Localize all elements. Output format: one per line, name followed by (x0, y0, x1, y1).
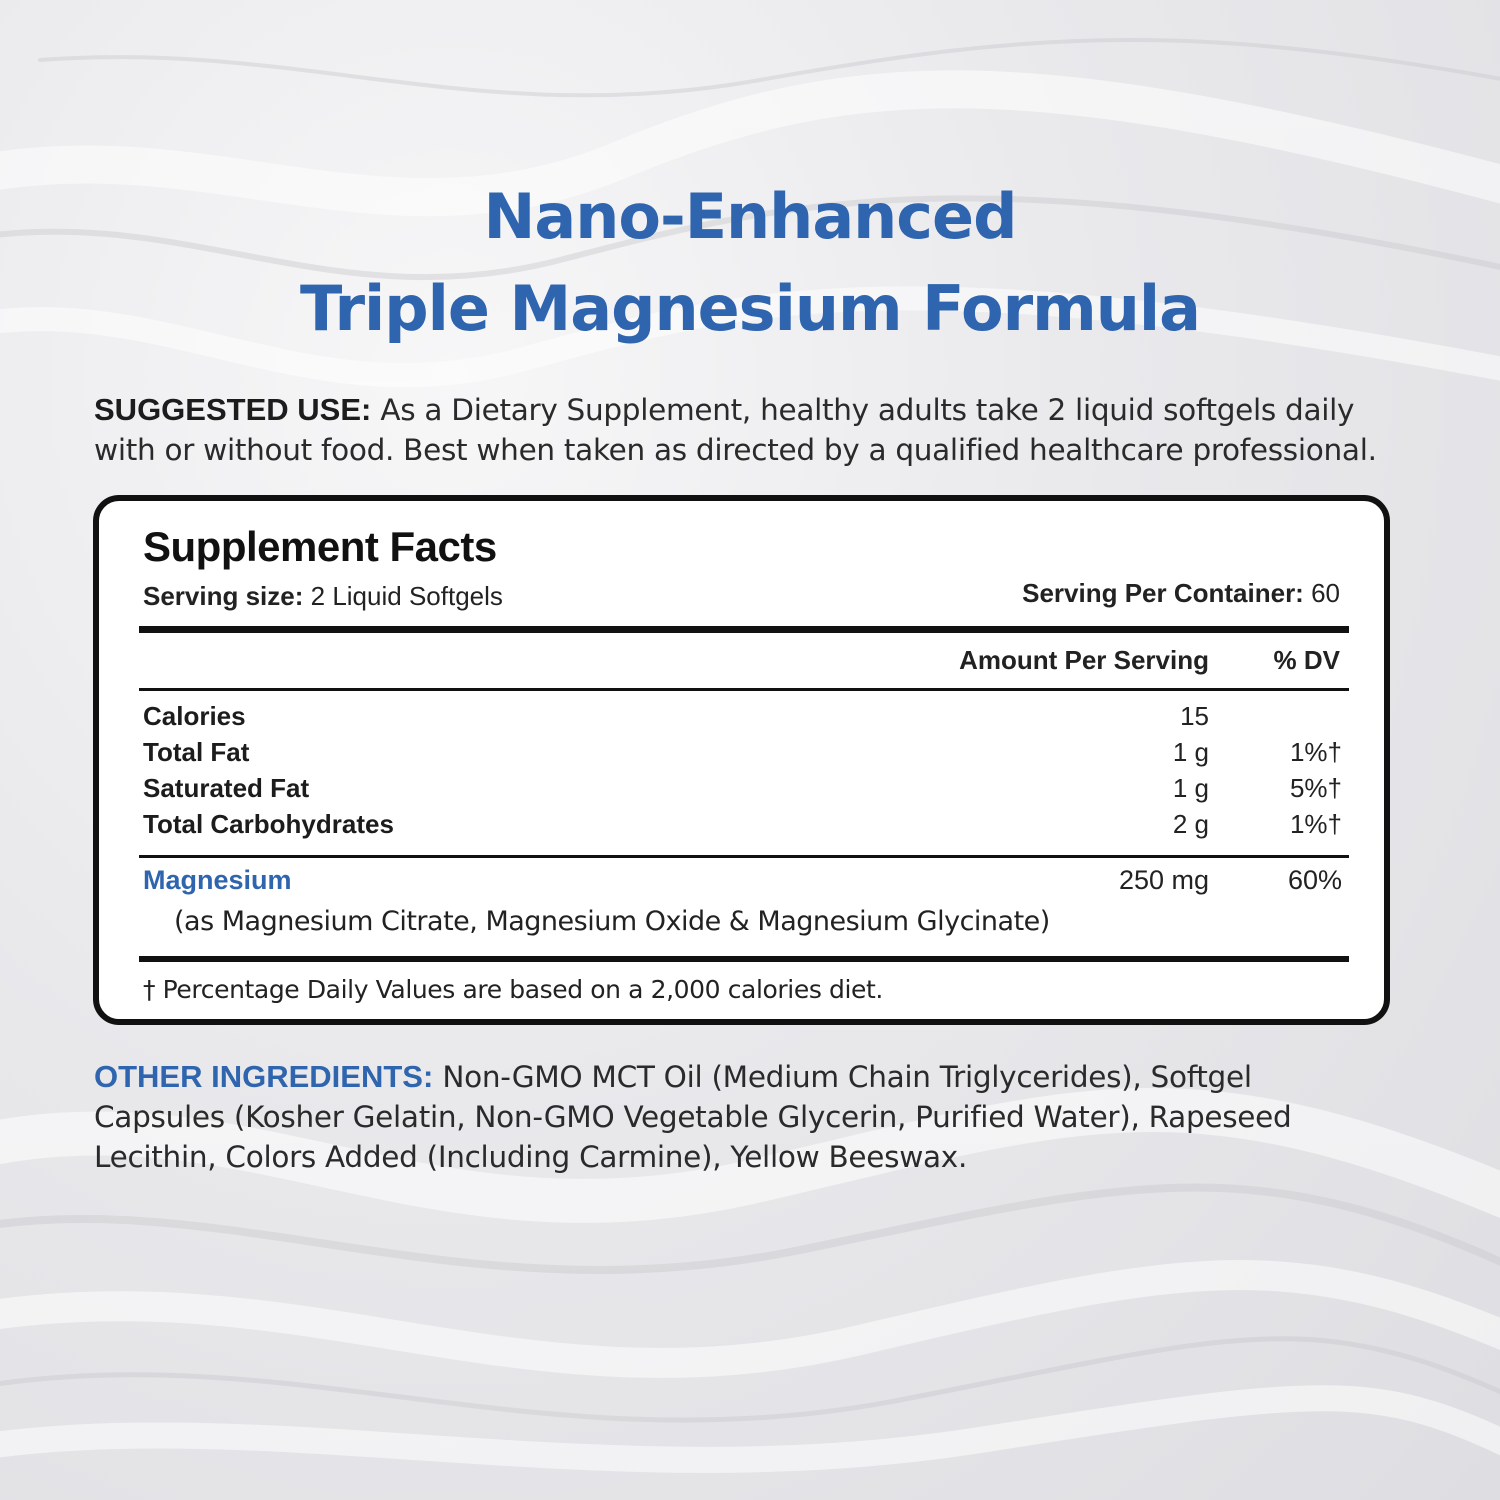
table-row (99, 701, 1384, 737)
nutrient-amount: 15 (1180, 701, 1209, 731)
servings-label: Serving Per Container: (1022, 578, 1304, 608)
divider-thick (139, 956, 1349, 962)
serving-size-value: 2 Liquid Softgels (310, 581, 503, 611)
nutrient-amount: 1 g (1172, 773, 1209, 803)
servings-value: 60 (1311, 578, 1340, 608)
servings-per-container (1022, 578, 1340, 609)
other-ingredients-body: Non-GMO MCT Oil (Medium Chain Triglycerides), Softgel Capsules (Kosher Gelatin, Non-GMO Vegetable Glycerin, Purified Water), Rapeseed Lecithin, Colors Added (Including Carmine), Yellow Beeswax. (94, 1060, 1292, 1174)
nutrient-amount: 2 g (1172, 809, 1209, 839)
suggested-use-label: SUGGESTED USE: (94, 392, 372, 427)
suggested-use-text (94, 390, 1424, 470)
heading-line-1: Nano-Enhanced (483, 180, 1017, 253)
facts-title: Supplement Facts (143, 523, 497, 570)
table-row (99, 809, 1384, 845)
daily-value-footnote: † Percentage Daily Values are based on a 2,000 calories diet. (143, 975, 883, 1004)
magnesium-source: (as Magnesium Citrate, Magnesium Oxide & Magnesium Glycinate) (174, 906, 1050, 937)
suggested-use-body: As a Dietary Supplement, healthy adults take 2 liquid softgels daily with or without food. Best when taken as directed by a qualified healthcare professional. (94, 393, 1377, 467)
divider-thick (139, 626, 1349, 633)
other-ingredients-label: OTHER INGREDIENTS: (94, 1059, 434, 1094)
nutrient-name: Total Fat (143, 737, 250, 767)
serving-size (143, 581, 503, 612)
supplement-facts-panel (93, 495, 1390, 1025)
other-ingredients-text (94, 1057, 1354, 1177)
magnesium-amount: 250 mg (1118, 865, 1209, 895)
nutrient-dv: 1%† (1289, 737, 1342, 767)
nutrient-dv: 5%† (1289, 773, 1342, 803)
table-row (99, 773, 1384, 809)
heading-line-2: Triple Magnesium Formula (299, 272, 1200, 345)
table-row (99, 737, 1384, 773)
column-header-dv: % DV (1273, 645, 1340, 675)
nutrient-dv: 1%† (1289, 809, 1342, 839)
divider-thin (139, 688, 1349, 691)
nutrient-name: Calories (143, 701, 246, 731)
divider-thin (139, 855, 1349, 858)
magnesium-dv: 60% (1287, 865, 1342, 895)
nutrient-name: Total Carbohydrates (143, 809, 394, 839)
nutrient-name: Saturated Fat (143, 773, 310, 803)
magnesium-name: Magnesium (143, 865, 292, 895)
serving-size-label: Serving size: (143, 581, 304, 611)
column-header-amount: Amount Per Serving (959, 645, 1209, 675)
nutrient-amount: 1 g (1172, 737, 1209, 767)
